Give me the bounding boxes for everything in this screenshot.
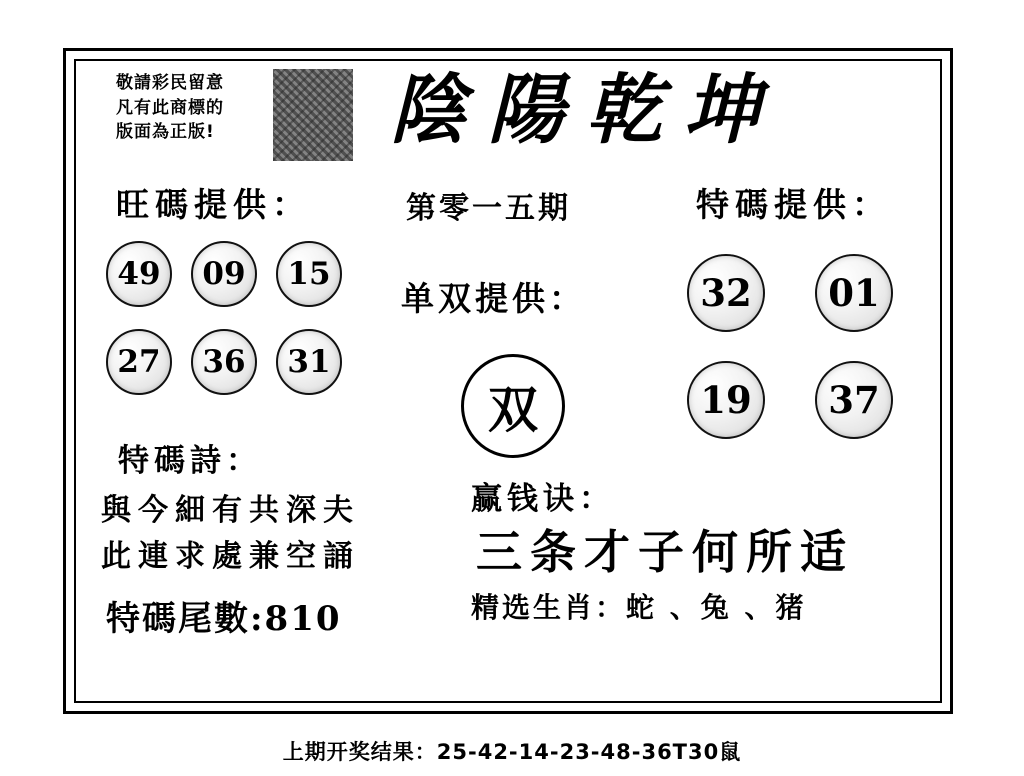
notice-line-1: 敬請彩民留意 (116, 73, 224, 93)
danshuang-label: 单双提供： (401, 279, 586, 318)
notice-line-3: 版面為正版! (116, 122, 215, 143)
wangma-ball: 27 (106, 329, 172, 395)
danshuang-value-circle: 双 (461, 354, 565, 458)
wangma-ball: 49 (106, 241, 172, 307)
tema-poem-label: 特碼詩： (118, 443, 262, 479)
tema-ball: 01 (815, 254, 893, 332)
issue-label: 第零一五期 (406, 191, 571, 226)
authenticity-notice (116, 71, 276, 145)
page-title: 陰陽乾坤 (390, 65, 782, 154)
zodiac-picks: 精选生肖：蛇 、兔 、猪 (471, 591, 807, 624)
wangma-ball: 31 (276, 329, 342, 395)
poster-outer-border (63, 48, 953, 714)
wangma-ball: 09 (191, 241, 257, 307)
yingqian-line: 三条才子何所适 (476, 525, 854, 579)
tema-ball: 32 (687, 254, 765, 332)
previous-draw-result: 上期开奖结果：25-42-14-23-48-36T30鼠 (282, 740, 742, 764)
yingqian-label: 赢钱诀： (471, 481, 615, 517)
tema-tail-numbers: 特碼尾數:810 (106, 599, 342, 639)
poster-inner-border (74, 59, 942, 703)
tema-label: 特碼提供： (696, 185, 891, 224)
wangma-ball: 36 (191, 329, 257, 395)
tema-ball: 37 (815, 361, 893, 439)
wangma-label: 旺碼提供： (116, 185, 311, 224)
tema-poem-line: 與今細有共深夫 (101, 493, 360, 528)
tema-ball: 19 (687, 361, 765, 439)
notice-line-2: 凡有此商標的 (116, 97, 224, 118)
tema-poem-line: 此連求處兼空誦 (101, 539, 360, 574)
wangma-ball: 15 (276, 241, 342, 307)
